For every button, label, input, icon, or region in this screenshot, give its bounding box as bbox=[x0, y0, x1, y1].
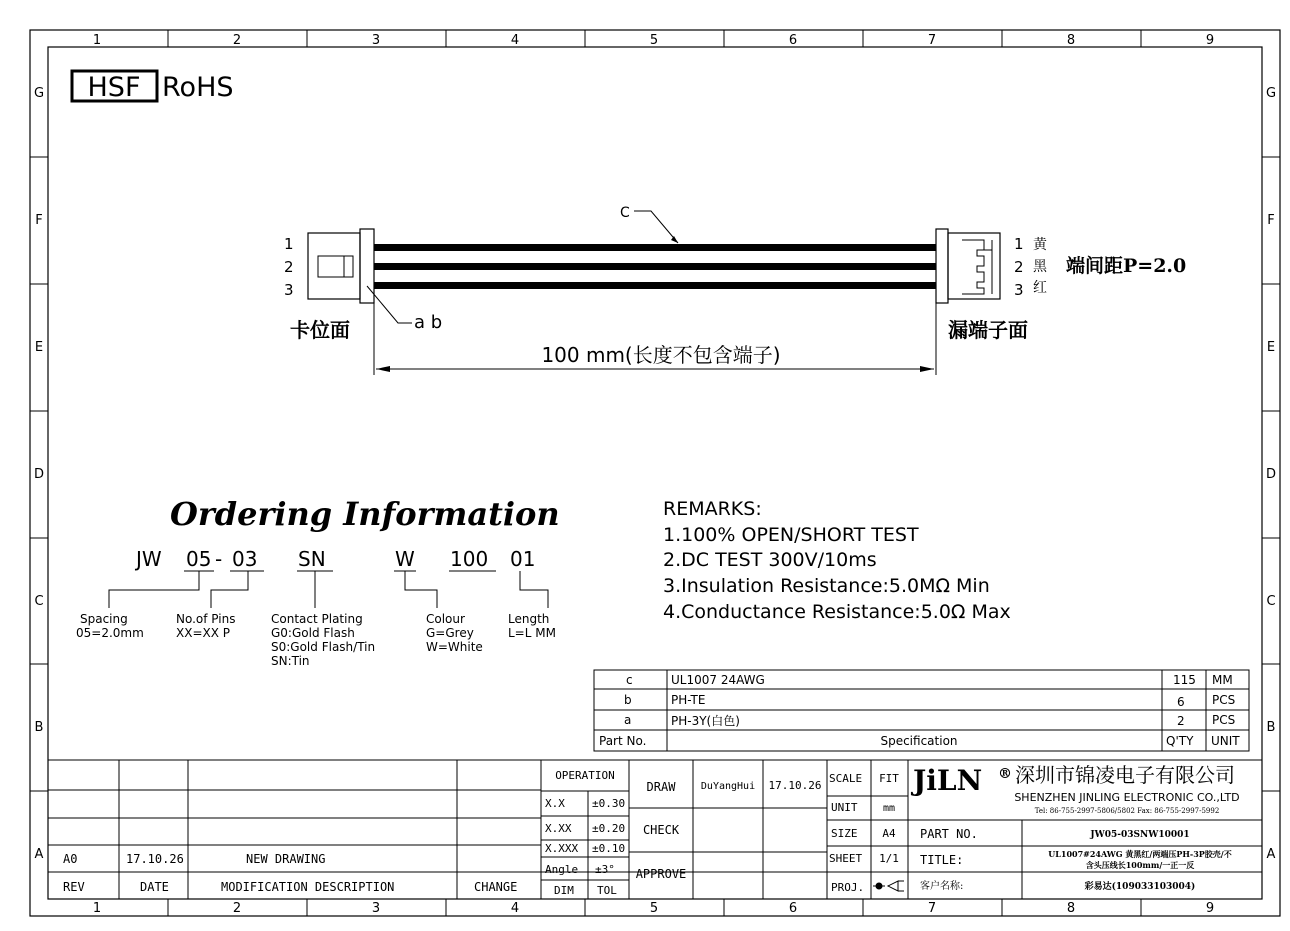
col-label: 5 bbox=[649, 33, 659, 48]
wire-3 bbox=[374, 282, 936, 289]
legend-length-title: Length bbox=[508, 612, 550, 626]
row-label: C bbox=[34, 594, 44, 609]
size-value: A4 bbox=[882, 827, 896, 840]
tol-value: ±0.30 bbox=[592, 797, 626, 810]
col-label: 7 bbox=[927, 901, 937, 916]
projection-icon bbox=[873, 881, 904, 891]
scale-label: SCALE bbox=[829, 772, 863, 785]
bom-unit: MM bbox=[1212, 673, 1233, 687]
legend-spacing-line: 05=2.0mm bbox=[76, 626, 144, 640]
row-label: C bbox=[1266, 594, 1276, 609]
code-separator: - bbox=[215, 547, 223, 571]
right-pin-2: 2 bbox=[1014, 258, 1024, 276]
callout-ab: a b bbox=[414, 312, 443, 333]
left-pin-2: 2 bbox=[284, 258, 294, 276]
right-housing-flange bbox=[936, 229, 948, 303]
col-label: 8 bbox=[1066, 33, 1076, 48]
bom-qty: 115 bbox=[1173, 673, 1196, 687]
operation-label: OPERATION bbox=[555, 769, 615, 782]
customer-value: 彩易达(109033103004) bbox=[1084, 882, 1196, 892]
legend-pins-line: XX=XX P bbox=[176, 626, 230, 640]
left-pin-1: 1 bbox=[284, 235, 294, 253]
registered-mark: ® bbox=[998, 766, 1012, 782]
scale-value: FIT bbox=[879, 772, 899, 785]
callout-c-leader bbox=[634, 211, 678, 243]
row-label: E bbox=[34, 340, 44, 355]
row-label: B bbox=[34, 720, 44, 735]
cable-assembly bbox=[308, 229, 1000, 303]
right-housing-cavities bbox=[962, 240, 984, 294]
row-label: B bbox=[1266, 720, 1276, 735]
pitch-label: 端间距P=2.0 bbox=[1066, 255, 1187, 277]
left-housing bbox=[308, 233, 360, 299]
bom-spec: PH-3Y(白色) bbox=[671, 714, 740, 728]
code-colour: W bbox=[395, 547, 415, 571]
code-suffix: 01 bbox=[510, 547, 536, 571]
company-logo: JiLN bbox=[913, 764, 983, 797]
dimension-text: 100 mm(长度不包含端子) bbox=[541, 343, 781, 367]
col-label: 2 bbox=[232, 901, 242, 916]
company-name-en: SHENZHEN JINLING ELECTRONIC CO.,LTD bbox=[1014, 791, 1240, 804]
legend-plating-line: SN:Tin bbox=[271, 654, 310, 668]
wire-2 bbox=[374, 263, 936, 270]
dim-header: DIM bbox=[554, 884, 574, 897]
size-label: SIZE bbox=[831, 827, 858, 840]
bom-qty: 6 bbox=[1177, 695, 1185, 709]
col-label: 4 bbox=[510, 901, 520, 916]
title-line-2: 含头压线长100mm/一正一反 bbox=[1085, 860, 1195, 870]
bom-qty: 2 bbox=[1177, 714, 1185, 728]
col-label: 3 bbox=[371, 901, 381, 916]
drawer-name: DuYangHui bbox=[700, 781, 756, 792]
rev-date: 17.10.26 bbox=[126, 852, 184, 866]
right-pin-1: 1 bbox=[1014, 235, 1024, 253]
col-label: 1 bbox=[92, 33, 102, 48]
projection-label: PROJ. bbox=[831, 881, 865, 894]
col-label: 3 bbox=[371, 33, 381, 48]
row-label: D bbox=[33, 467, 45, 482]
bom-header-unit: UNIT bbox=[1211, 734, 1240, 748]
title-label: TITLE: bbox=[920, 853, 964, 867]
revision-block bbox=[63, 852, 517, 894]
legend-plating-line: S0:Gold Flash/Tin bbox=[271, 640, 376, 654]
legend-plating-title: Contact Plating bbox=[271, 612, 363, 626]
customer-label: 客户名称: bbox=[920, 881, 964, 892]
row-label: G bbox=[33, 86, 45, 101]
right-pin-3: 3 bbox=[1014, 281, 1024, 299]
bom-part: b bbox=[624, 693, 632, 707]
rev-value: A0 bbox=[63, 852, 78, 866]
col-label: 2 bbox=[232, 33, 242, 48]
code-pins: 03 bbox=[232, 547, 258, 571]
sheet-value: 1/1 bbox=[879, 852, 899, 865]
draw-date: 17.10.26 bbox=[768, 779, 822, 792]
legend-length-line: L=L MM bbox=[508, 626, 556, 640]
bom-part: a bbox=[624, 713, 632, 727]
col-label: 5 bbox=[649, 901, 659, 916]
bom-part: c bbox=[626, 673, 633, 687]
row-label: F bbox=[1267, 213, 1275, 228]
rohs-mark: RoHS bbox=[162, 72, 234, 103]
bom-unit: PCS bbox=[1212, 693, 1236, 707]
company-contact: Tel: 86-755-2997-5806/5802 Fax: 86-755-2997-5992 bbox=[1034, 807, 1220, 815]
col-label: 9 bbox=[1205, 901, 1215, 916]
tol-dim: X.XX bbox=[545, 822, 572, 835]
tol-header: TOL bbox=[597, 884, 617, 897]
remarks bbox=[663, 498, 1011, 623]
col-label: 8 bbox=[1066, 901, 1076, 916]
tol-dim: X.X bbox=[545, 797, 565, 810]
hsf-mark: HSF bbox=[87, 72, 141, 103]
legend-pins-title: No.of Pins bbox=[176, 612, 236, 626]
row-label: D bbox=[1265, 467, 1277, 482]
ordering-title: Ordering Information bbox=[170, 495, 560, 533]
left-housing-latch bbox=[318, 256, 353, 277]
wire-color-1: 黄 bbox=[1033, 237, 1047, 253]
row-label: G bbox=[1265, 86, 1277, 101]
title-line-1: UL1007#24AWG 黄黑红/两端压PH-3P胶壳/不 bbox=[1048, 849, 1232, 859]
row-label: F bbox=[35, 213, 43, 228]
wire-color-3: 红 bbox=[1033, 280, 1047, 296]
unit-label: UNIT bbox=[831, 801, 858, 814]
code-plating: SN bbox=[298, 547, 326, 571]
legend-colour-line: W=White bbox=[426, 640, 483, 654]
wire-1 bbox=[374, 244, 936, 251]
col-label: 1 bbox=[92, 901, 102, 916]
change-header: CHANGE bbox=[474, 880, 518, 894]
part-no-label: PART NO. bbox=[920, 827, 978, 841]
draw-label: DRAW bbox=[646, 780, 676, 794]
date-header: DATE bbox=[140, 880, 169, 894]
legend-colour-line: G=Grey bbox=[426, 626, 474, 640]
row-labels bbox=[34, 86, 1276, 862]
callout-c: C bbox=[620, 205, 630, 221]
tol-value: ±0.20 bbox=[592, 822, 626, 835]
unit-value: mm bbox=[882, 803, 896, 814]
remark-item: 2.DC TEST 300V/10ms bbox=[663, 549, 877, 571]
left-pin-3: 3 bbox=[284, 281, 294, 299]
rev-description: NEW DRAWING bbox=[246, 852, 326, 866]
ordering-code bbox=[134, 547, 535, 571]
row-label: E bbox=[1266, 340, 1276, 355]
row-label: A bbox=[1266, 847, 1276, 862]
bom-spec: UL1007 24AWG bbox=[671, 673, 765, 687]
legend-plating-line: G0:Gold Flash bbox=[271, 626, 355, 640]
tolerance-block bbox=[545, 769, 625, 897]
tol-value: ±3° bbox=[595, 863, 615, 876]
col-label: 9 bbox=[1205, 33, 1215, 48]
remark-item: 4.Conductance Resistance:5.0Ω Max bbox=[663, 601, 1011, 623]
part-no-value: JW05-03SNW10001 bbox=[1090, 830, 1190, 840]
wire-color-2: 黑 bbox=[1033, 259, 1047, 275]
ordering-leaders bbox=[109, 571, 548, 608]
bom-header-qty: Q'TY bbox=[1166, 734, 1194, 748]
approve-label: APPROVE bbox=[635, 867, 687, 881]
left-face-label: 卡位面 bbox=[290, 318, 350, 342]
bom-header-part: Part No. bbox=[599, 734, 647, 748]
row-label: A bbox=[34, 847, 44, 862]
col-label: 4 bbox=[510, 33, 520, 48]
bom-header-spec: Specification bbox=[880, 734, 958, 748]
remark-item: 3.Insulation Resistance:5.0MΩ Min bbox=[663, 575, 990, 597]
bom-unit: PCS bbox=[1212, 713, 1236, 727]
col-label: 6 bbox=[788, 901, 798, 916]
legend-spacing-title: Spacing bbox=[80, 612, 128, 626]
description-header: MODIFICATION DESCRIPTION bbox=[221, 880, 395, 894]
sheet-info bbox=[829, 772, 899, 894]
code-length: 100 bbox=[450, 547, 489, 571]
company-name-cn: 深圳市锦凌电子有限公司 bbox=[1015, 763, 1235, 787]
col-label: 6 bbox=[788, 33, 798, 48]
tol-value: ±0.10 bbox=[592, 842, 626, 855]
legend-colour-title: Colour bbox=[426, 612, 465, 626]
tol-dim: X.XXX bbox=[545, 842, 579, 855]
code-spacing: 05 bbox=[186, 547, 212, 571]
remarks-title: REMARKS: bbox=[663, 498, 762, 520]
approval-block bbox=[636, 779, 822, 881]
sheet-label: SHEET bbox=[829, 852, 863, 865]
remark-item: 1.100% OPEN/SHORT TEST bbox=[663, 524, 919, 546]
code-prefix: JW bbox=[136, 547, 162, 571]
col-label: 7 bbox=[927, 33, 937, 48]
bom-spec: PH-TE bbox=[671, 693, 706, 707]
tol-dim: Angle bbox=[545, 863, 579, 876]
rev-header: REV bbox=[63, 880, 85, 894]
ordering-legend bbox=[76, 612, 556, 668]
check-label: CHECK bbox=[642, 823, 680, 837]
right-face-label: 漏端子面 bbox=[948, 318, 1028, 342]
